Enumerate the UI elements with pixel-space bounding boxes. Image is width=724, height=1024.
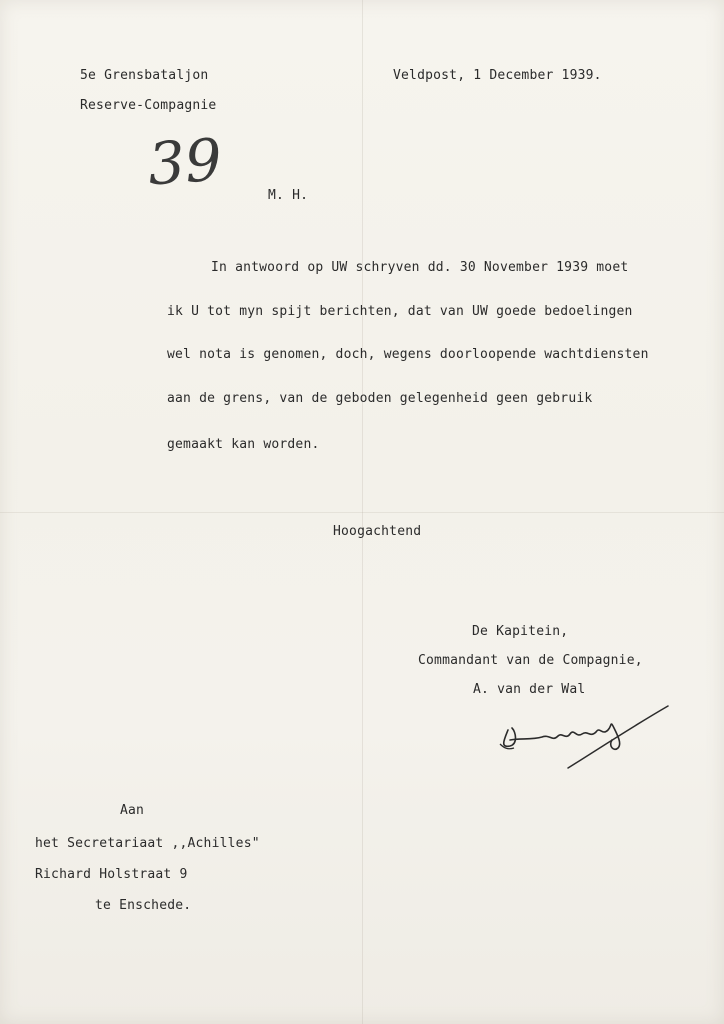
body-line-5: gemaakt kan worden. — [167, 437, 320, 452]
unit-name: 5e Grensbataljon — [80, 68, 209, 83]
signature-name: A. van der Wal — [473, 682, 586, 697]
paper-fold-horizontal — [0, 512, 724, 513]
signature-role: Commandant van de Compagnie, — [418, 653, 643, 668]
address-label: Aan — [120, 803, 145, 818]
body-line-4: aan de grens, van de geboden gelegenheid geen gebruik — [167, 391, 593, 406]
body-line-3: wel nota is genomen, doch, wegens doorloopende wachtdiensten — [167, 347, 649, 362]
closing: Hoogachtend — [333, 524, 422, 539]
address-recipient: het Secretariaat ,,Achilles" — [35, 836, 260, 851]
address-street: Richard Holstraat 9 — [35, 867, 188, 882]
salutation: M. H. — [268, 188, 309, 203]
body-line-2: ik U tot myn spijt berichten, dat van UW goede bedoelingen — [167, 304, 633, 319]
handwritten-reference-number: 39 — [145, 125, 225, 199]
body-line-1: In antwoord op UW schryven dd. 30 November 1939 moet — [211, 260, 629, 275]
signature-rank: De Kapitein, — [472, 624, 569, 639]
company-name: Reserve-Compagnie — [80, 98, 217, 113]
address-city: te Enschede. — [95, 898, 192, 913]
handwritten-signature-icon — [490, 700, 680, 780]
place-date: Veldpost, 1 December 1939. — [393, 68, 602, 83]
